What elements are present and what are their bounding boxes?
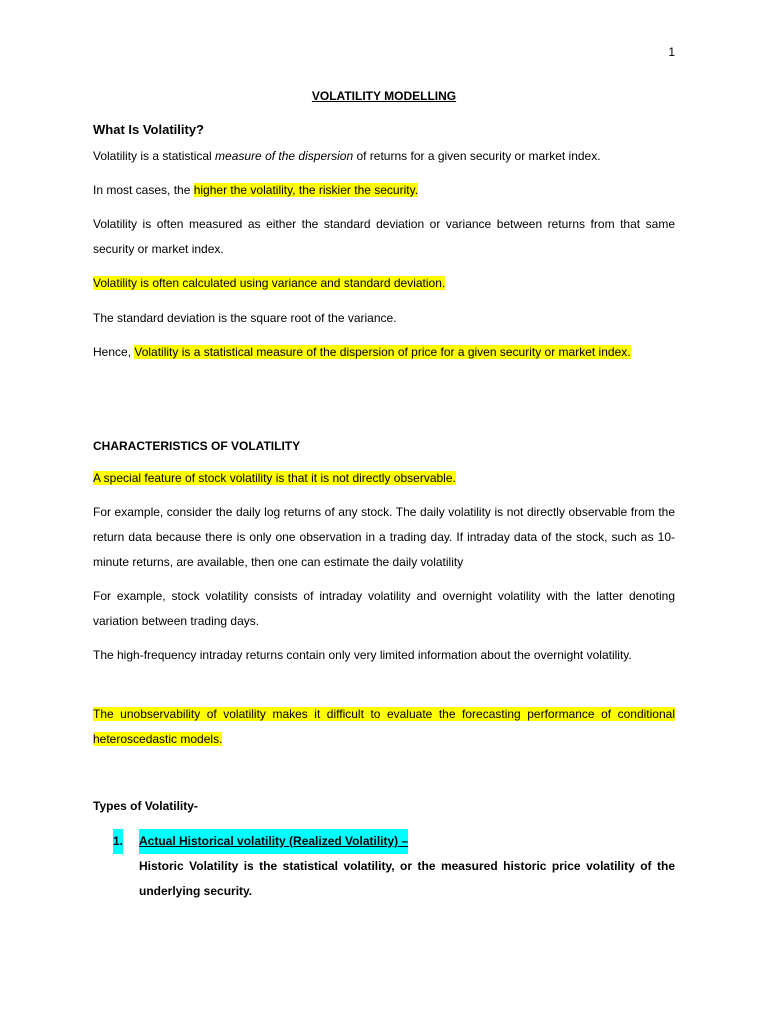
list-title: Actual Historical volatility (Realized Volatility) – [139, 829, 408, 854]
paragraph-square-root: The standard deviation is the square root of the variance. [93, 311, 397, 325]
paragraph-definition: Volatility is a statistical measure of the dispersion of returns for a given security or market index. [93, 149, 601, 163]
heading-what-is-volatility: What Is Volatility? [93, 122, 204, 137]
document-title: VOLATILITY MODELLING [311, 89, 457, 103]
paragraph-measured: Volatility is often measured as either the standard deviation or variance between returns from that same security or market index. [93, 217, 675, 256]
paragraph-not-observable [93, 466, 675, 491]
list-number: 1. [113, 829, 123, 854]
heading-characteristics: CHARACTERISTICS OF VOLATILITY [93, 439, 301, 453]
highlight-unobservability: The unobservability of volatility makes it difficult to evaluate the forecasting performance of conditional heteroscedastic models. [93, 707, 675, 746]
paragraph-high-frequency: The high-frequency intraday returns contain only very limited information about the overnight volatility. [93, 648, 632, 662]
paragraph-hence: Hence, Volatility is a statistical measure of the dispersion of price for a given security or market index. [93, 345, 631, 359]
highlight-calculated: Volatility is often calculated using variance and standard deviation. [93, 276, 446, 290]
paragraph-example-intraday: For example, stock volatility consists of intraday volatility and overnight volatility with the latter denoting variation between trading days. [93, 589, 675, 628]
paragraph-risk: In most cases, the higher the volatility, the riskier the security. [93, 183, 419, 197]
document-page [93, 0, 675, 1024]
paragraph-unobservability [93, 702, 675, 752]
page-number: 1 [668, 45, 675, 59]
heading-types: Types of Volatility- [93, 799, 198, 813]
paragraph-calculated [93, 271, 675, 296]
highlight-not-observable: A special feature of stock volatility is that it is not directly observable. [93, 471, 456, 485]
list-body-historical: Historic Volatility is the statistical volatility, or the measured historic price volatility of the underlying security. [139, 859, 675, 898]
highlight-hence: Volatility is a statistical measure of the dispersion of price for a given security or market index. [134, 345, 631, 359]
highlight-risk: higher the volatility, the riskier the security. [193, 183, 419, 197]
paragraph-example-log-returns: For example, consider the daily log returns of any stock. The daily volatility is not directly observable from the return data because there is only one observation in a trading day. If intraday data of the stock, such as 10-minute returns, are available, then one can estimate the daily volatility [93, 505, 675, 569]
